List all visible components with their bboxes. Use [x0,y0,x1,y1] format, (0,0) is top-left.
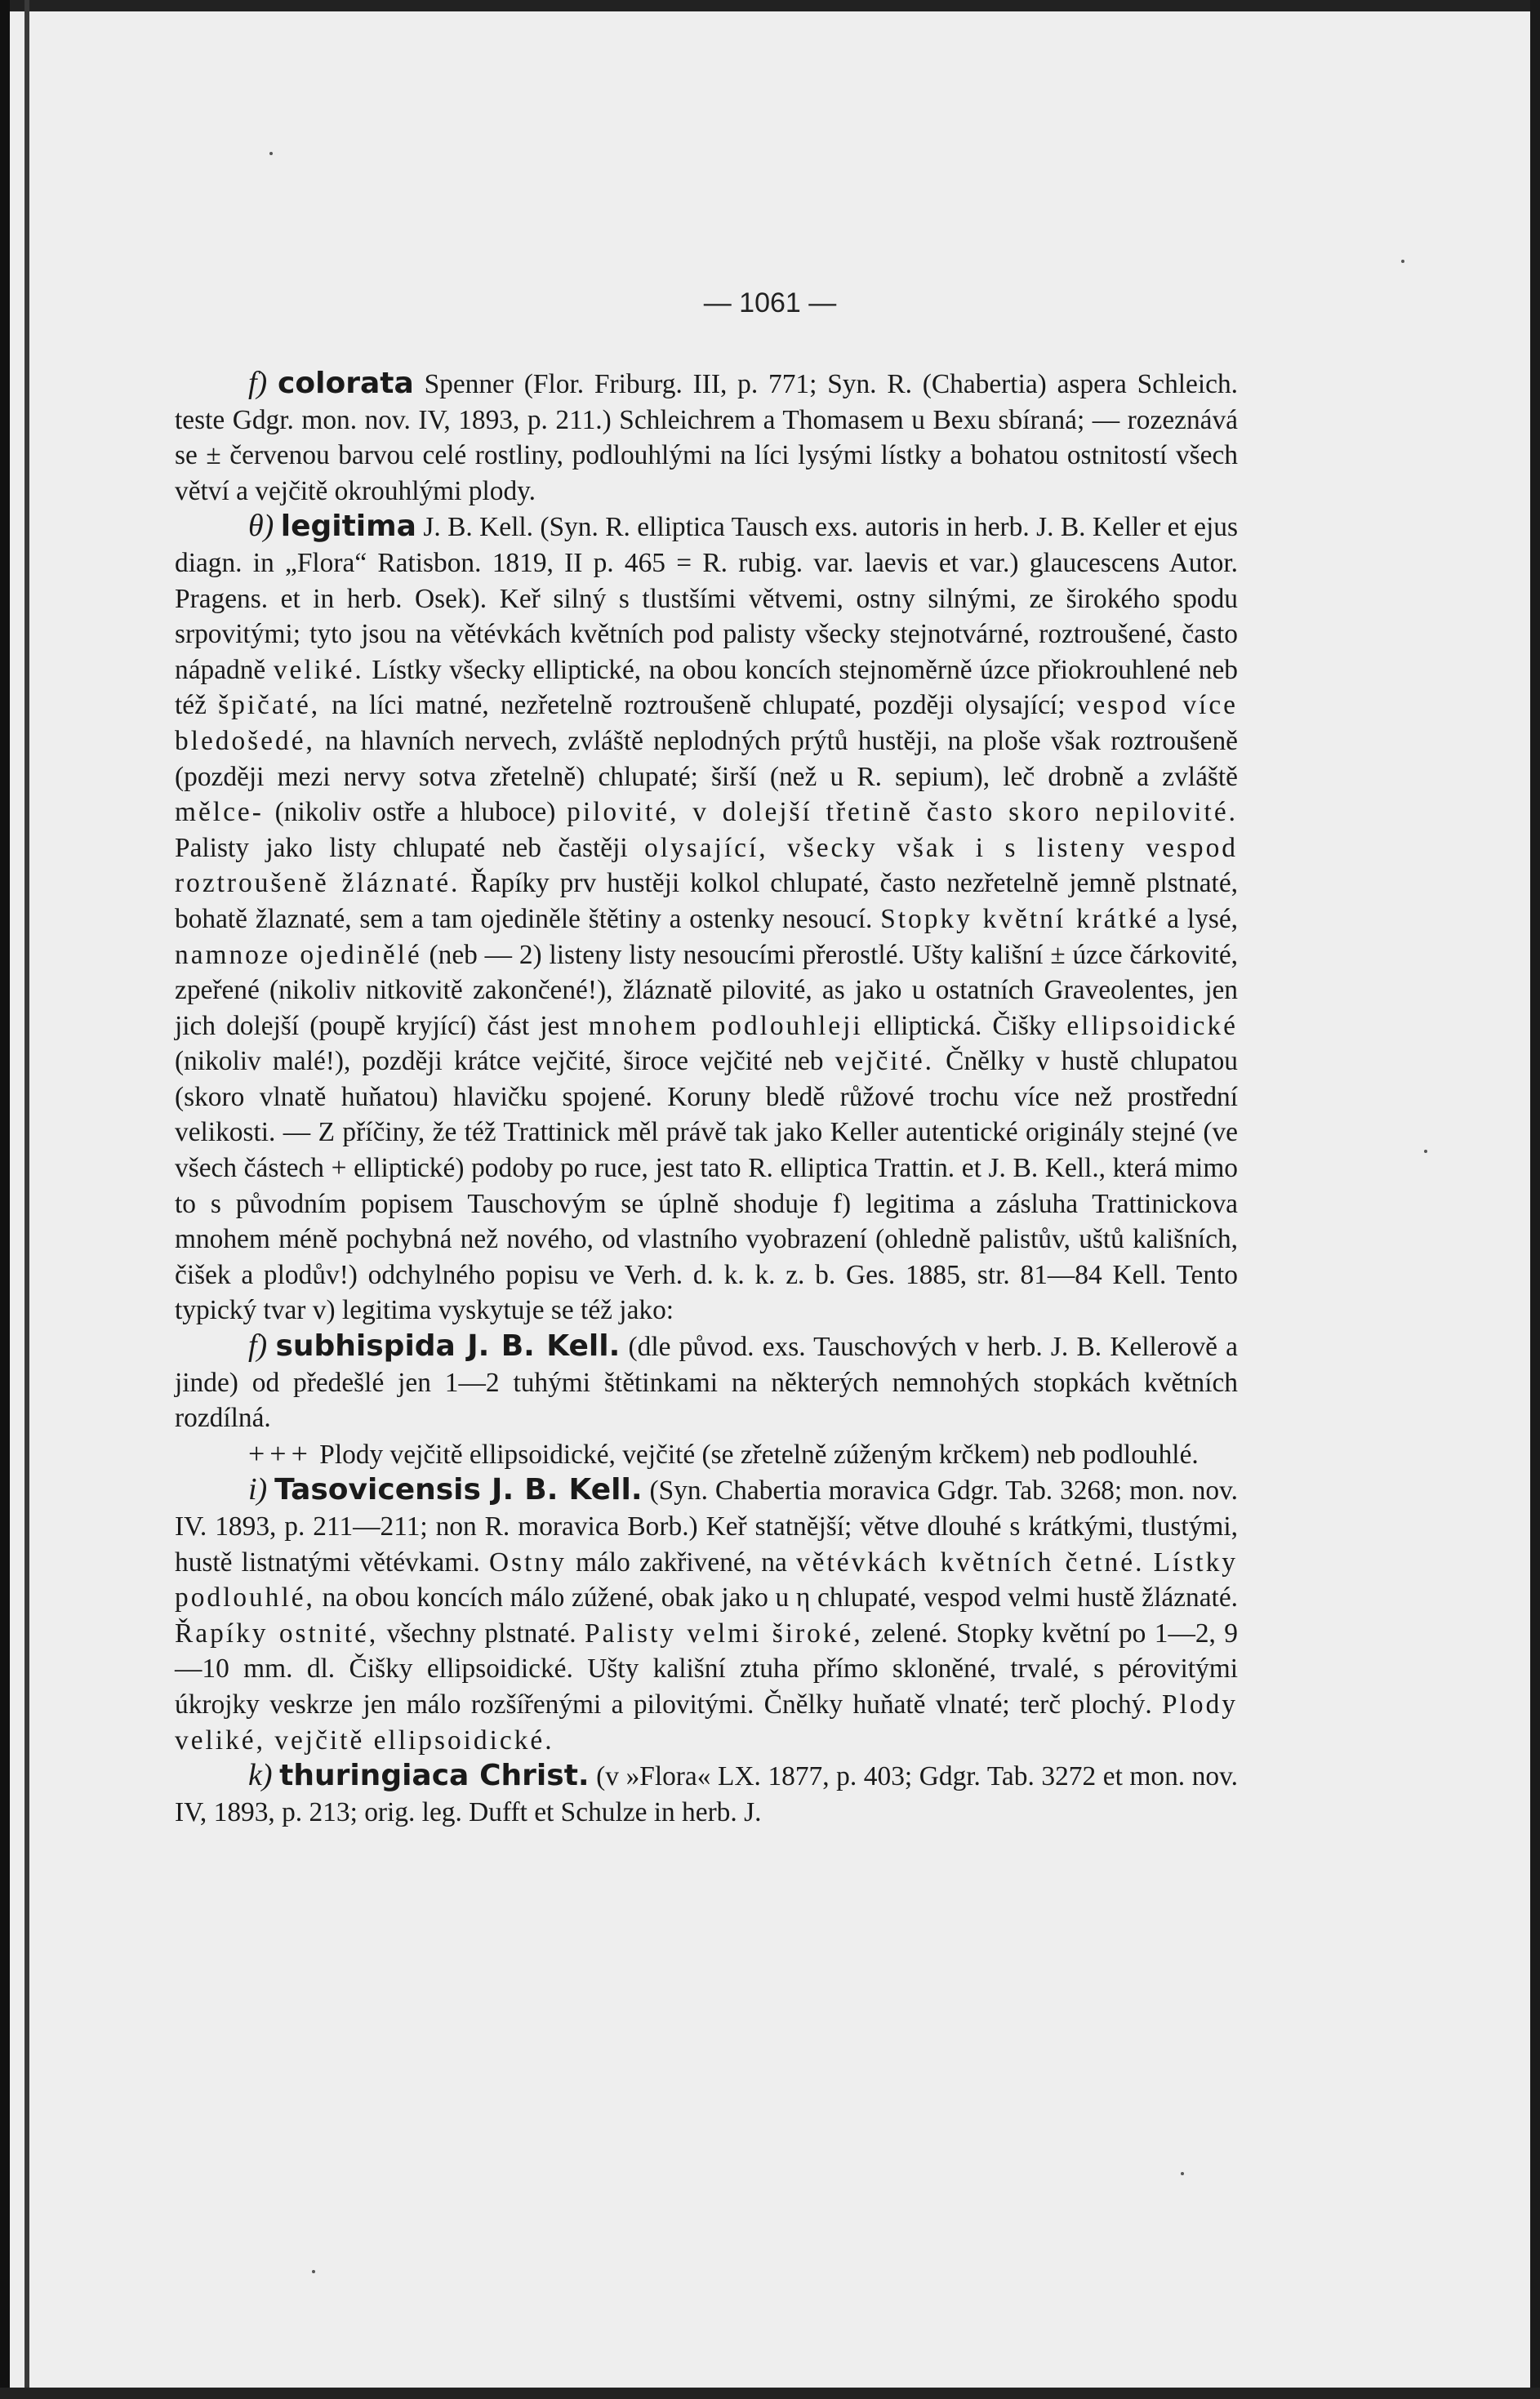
scan-top-border [0,0,1540,11]
spaced-text: ellipsoidické [1066,1010,1238,1041]
entry-marker: θ) [248,509,274,544]
entry-text: Palisty jako listy chlupaté neb častěji [175,832,628,863]
entry-text: Lístky všecky elliptické, na obou koncích stejnoměrně úzce přiokrouhlené neb též [175,654,1238,721]
spaced-text: mělce- [175,797,264,828]
entry-text: (neb — 2) listeny listy nesoucími přerostlé. Ušty kališní ± úzce čárkovité, zpeřené (nikoliv nitkovitě zakončené!), žláznatě pilovité, as jako u ostatních Graveolentes, jen jich dolejší (poupě kryjící) část jest [175,939,1238,1041]
spaced-text: mnohem podlouhleji [588,1010,863,1041]
scan-bottom-border [0,2388,1540,2399]
page-number: — 1061 — [703,287,837,318]
taxon-name: colorata [278,367,414,400]
spaced-text: Řapíky ostnité, [175,1618,379,1649]
taxon-name: subhispida J. B. Kell. [275,1329,621,1364]
entry-text: (nikoliv ostře a hluboce) [263,797,556,828]
entry-marker: f) [248,366,268,400]
scan-left-border [0,0,10,2399]
entry-text: málo zakřivené, na [566,1547,787,1578]
plus-note [175,1436,1238,1473]
entry-text: Čnělky v hustě chlupatou (skoro vlnatě huňatou) hlavičku spojené. Koruny bledě růžové trochu více než prostřední velikosti. — Z příčiny, že též Trattinick měl právě tak jako Keller autentické originály stejné (ve všech částech + elliptické) podoby po ruce, jest tato R. elliptica Trattin. et J. B. Kell., která mimo to s původním popisem Tauschovým se úplně shoduje f) legitima a zásluha Trattinickova mnohem méně pochybná než nového, od vlastního vyobrazení (ohledně palistův, uštů kališních, čišek a plodův!) odchylného popisu ve Verh. d. k. k. z. b. Ges. 1885, str. 81—84 Kell. Tento typický tvar v) legitima vyskytuje se též jako: [175,1046,1238,1326]
entry-text: (Syn. Chabertia moravica Gdgr. Tab. 3268; mon. nov. IV. 1893, p. 211—211; non R. moravica Borb.) Keř statnější; větve dlouhé s krátkými, tlustými, hustě listnatými větévkami. [175,1475,1238,1578]
entry-marker: k) [248,1758,273,1793]
scan-speck [1401,260,1404,263]
entry-text: Spenner (Flor. Friburg. III, p. 771; Syn. R. (Chabertia) aspera Schleich. teste Gdgr. mon. nov. IV, 1893, p. 211.) Schleichrem a Thomasem u Bexu sbíraná; — rozeznává se ± červenou barvou celé rostliny, podlouhlými na líci lysými lístky a bohatou ostnitostí všech větví a vejčitě okrouhlými plody. [175,369,1239,506]
entry-text: J. B. Kell. (Syn. R. elliptica Tausch exs. autoris in herb. J. B. Keller et ejus diagn. in „Flora“ Ratisbon. 1819, II p. 465 = R. rubig. var. laevis et var.) glaucescens Autor. Pragens. et in herb. Osek). Keř silný s tlustšími větvemi, ostny silnými, ze širokého spodu srpovitými; tyto jsou na větévkách květních pod palisty všecky stejnotvárné, roztroušené, často nápadně [175,512,1238,685]
spaced-text: Plody veliké, vejčitě ellipsoidické. [175,1689,1238,1756]
spaced-text: Stopky květní krátké [880,903,1159,934]
spaced-text: větévkách květních četné. [795,1547,1145,1578]
entry-text: na líci matné, nezřetelně roztroušeně chlupaté, později olysající; [320,690,1066,721]
entry-text: (v »Flora« LX. 1877, p. 403; Gdgr. Tab. 3272 et mon. nov. IV, 1893, p. 213; orig. leg. Dufft et Schulze in herb. J. [175,1761,1238,1827]
spaced-text: vespod více bledošedé, [175,690,1238,756]
spaced-text: Palisty velmi široké, [585,1618,863,1649]
scan-speck [1181,2172,1184,2175]
taxon-name: legitima [280,510,416,544]
taxon-name: Tasovicensis J. B. Kell. [274,1473,643,1507]
spaced-text: špičaté, [218,690,321,721]
entry-text: na obou koncích málo zúžené, obak jako u η chlupaté, vespod velmi hustě žláznaté. [314,1582,1238,1613]
entry-i-tasovicensis [175,1472,1238,1758]
entry-k-thuringiaca [175,1758,1238,1830]
entry-text: zelené. Stopky květní po 1—2, 9—10 mm. dl. Čišky ellipsoidické. Ušty kališní ztuha přímo skloněné, trvalé, s pérovitými úkrojky veskrze jen málo rozšířenými a pilovitými. Čnělky huňatě vlnaté; terč plochý. [175,1618,1238,1720]
spaced-text: veliké. [273,654,364,685]
entry-theta-legitima [175,509,1238,1329]
entry-marker: i) [248,1472,268,1507]
entry-text: všechny plstnaté. [378,1618,576,1649]
entry-f-subhispida [175,1329,1238,1436]
entry-text: (nikoliv malé!), později krátce vejčité, široce vejčité neb [175,1046,824,1077]
entry-text: Plody vejčitě ellipsoidické, vejčité (se zřetelně zúženým krčkem) neb podlouhlé. [319,1439,1199,1470]
entry-text [1144,1547,1153,1578]
entry-marker: f) [248,1329,268,1364]
entry-text: a lysé, [1159,903,1238,934]
spaced-text: vejčité. [835,1046,934,1077]
scan-speck [1424,1150,1427,1153]
entry-text: elliptická. Čišky [862,1010,1057,1041]
spaced-text: Ostny [489,1547,567,1578]
spaced-text: namnoze ojedinělé [175,939,422,970]
scan-speck [269,152,273,155]
plus-marker: +++ [248,1436,313,1470]
entry-text: na hlavních nervech, zvláště neplodných prýtů hustěji, na ploše však roztroušeně (později mezi nervy sotva zřetelně) chlupaté; širší (než u R. sepium), leč drobně a zvláště [175,725,1238,792]
entry-text: (dle původ. exs. Tauschových v herb. J. B. Kellerově a jinde) od předešlé jen 1—2 tuhými štětinkami na některých nemnohých stopkách květních rozdílná. [175,1332,1239,1434]
entry-text: Řapíky prv hustěji kolkol chlupaté, často nezřetelně jemně plstnaté, bohatě žlaznaté, sem a tam ojediněle štětiny a ostenky nesoucí. [175,868,1238,934]
spaced-text: pilovité, v dolejší třetině často skoro nepilovité. [567,797,1239,828]
scan-right-border [1530,0,1540,2399]
scan-speck [312,2270,315,2273]
entry-f-colorata [175,366,1238,509]
taxon-name: thuringiaca Christ. [279,1759,590,1793]
page-body-text [175,366,1238,1830]
spaced-text: olysající, všecky však i s listeny vespod roztroušeně žláznaté. [175,832,1238,899]
scan-left-shadow [24,0,29,2399]
spaced-text: Lístky podlouhlé, [175,1547,1238,1613]
